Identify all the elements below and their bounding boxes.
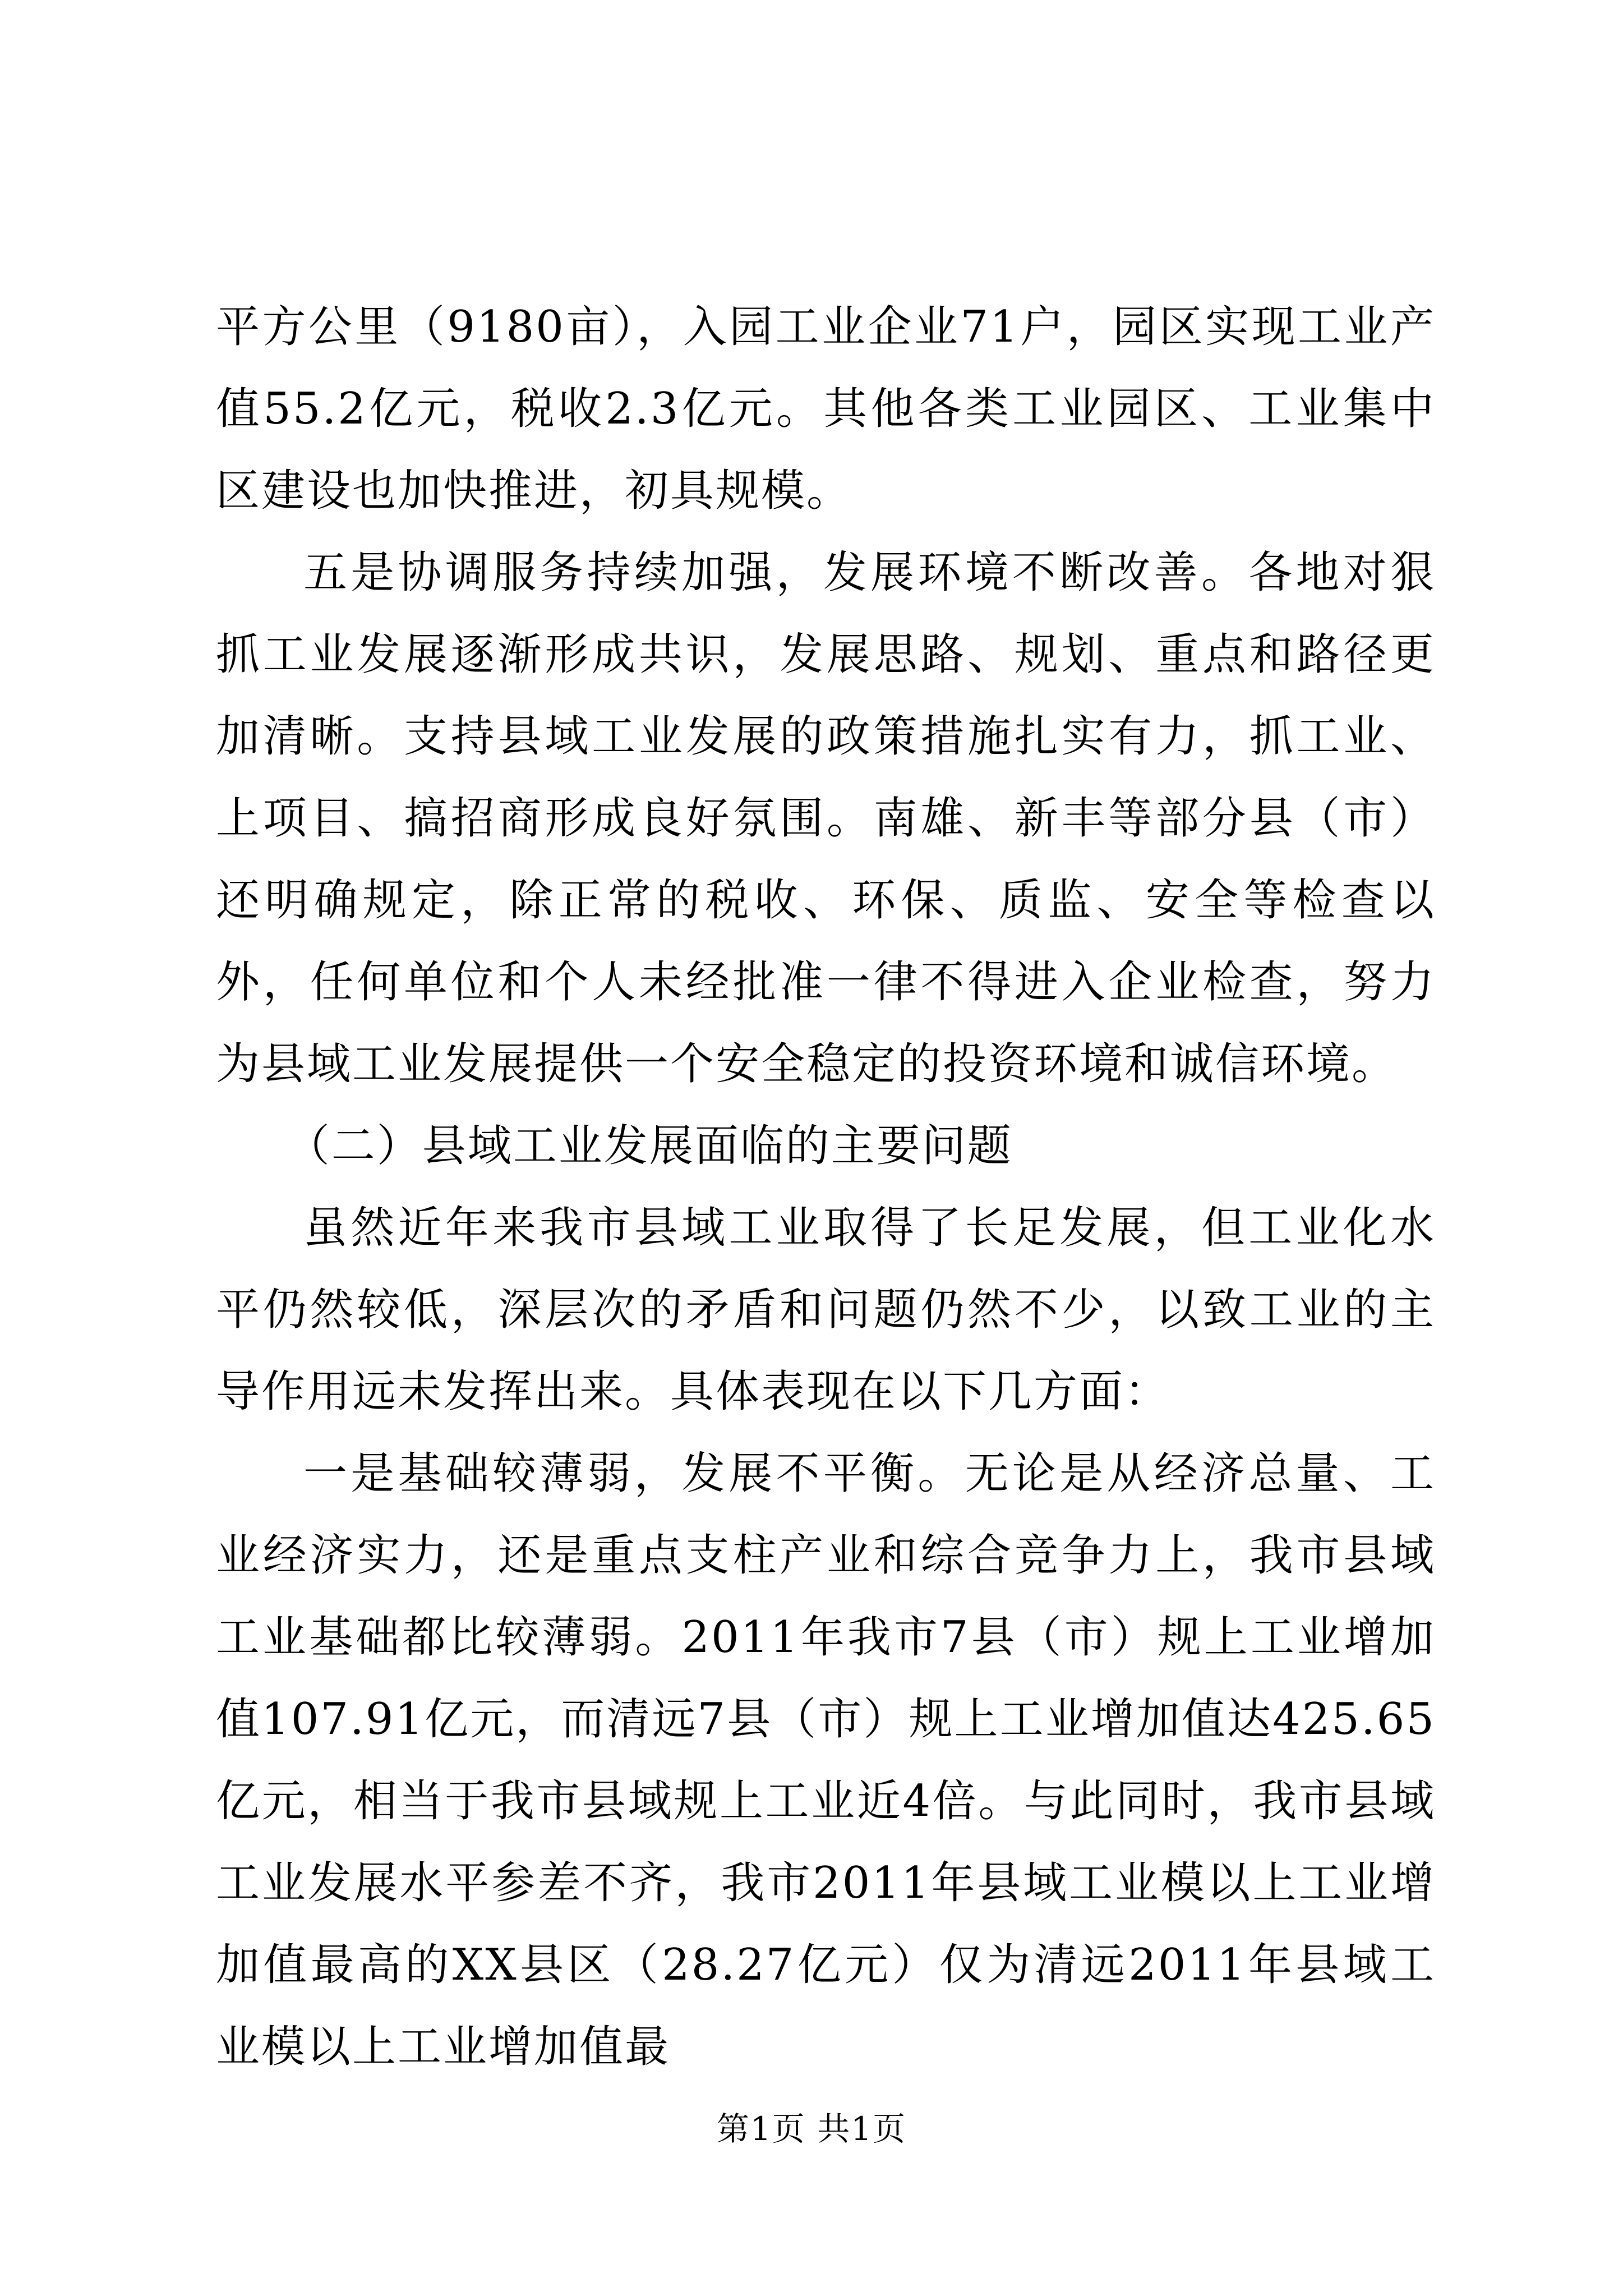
- paragraph-point-one: 一是基础较薄弱，发展不平衡。无论是从经济总量、工业经济实力，还是重点支柱产业和综合竞争力上，我市县域工业基础都比较薄弱。2011年我市7县（市）规上工业增加值107.91亿元，而清远7县（市）规上工业增加值达425.65亿元，相当于我市县域规上工业近4倍。与此同时，我市县域工业发展水平参差不齐，我市2011年县域工业模以上工业增加值最高的XX县区（28.27亿元）仅为清远2011年县域工业模以上工业增加值最: [216, 1448, 1436, 2072]
- paragraph-continuation: 平方公里（9180亩），入园工业企业71户，园区实现工业产值55.2亿元，税收2.3亿元。其他各类工业园区、工业集中区建设也加快推进，初具规模。: [216, 302, 1436, 516]
- section-heading: （二）县域工业发展面临的主要问题: [285, 1121, 1013, 1171]
- document-body: [216, 286, 1436, 2088]
- paragraph-problems-intro: 虽然近年来我市县域工业取得了长足发展，但工业化水平仍然较低，深层次的矛盾和问题仍然不少，以致工业的主导作用远未发挥出来。具体表现在以下几方面：: [216, 1203, 1436, 1417]
- page-footer: 第1页 共1页: [716, 2110, 907, 2148]
- paragraph-point-five: 五是协调服务持续加强，发展环境不断改善。各地对狠抓工业发展逐渐形成共识，发展思路、规划、重点和路径更加清晰。支持县域工业发展的政策措施扎实有力，抓工业、上项目、搞招商形成良好氛围。南雄、新丰等部分县（市）还明确规定，除正常的税收、环保、质监、安全等检查以外，任何单位和个人未经批准一律不得进入企业检查，努力为县域工业发展提供一个安全稳定的投资环境和诚信环境。: [216, 547, 1436, 1089]
